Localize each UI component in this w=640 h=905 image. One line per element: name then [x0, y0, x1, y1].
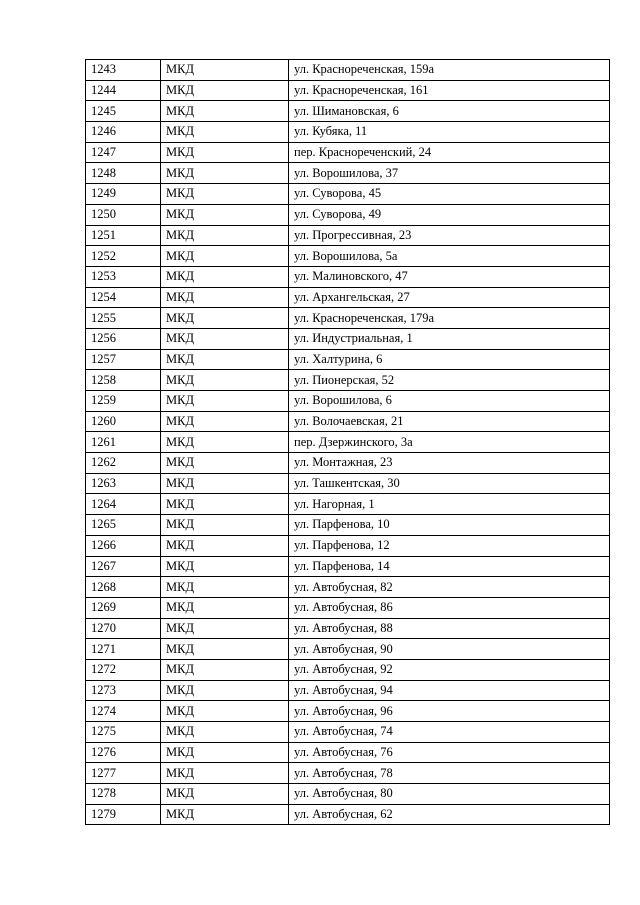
- address-cell: ул. Краснореченская, 179а: [289, 308, 610, 329]
- building-type-cell: МКД: [161, 370, 289, 391]
- row-number-cell: 1259: [86, 391, 161, 412]
- row-number-cell: 1254: [86, 287, 161, 308]
- building-type-cell: МКД: [161, 184, 289, 205]
- address-cell: ул. Парфенова, 14: [289, 556, 610, 577]
- building-type-cell: МКД: [161, 659, 289, 680]
- table-row: [86, 639, 610, 660]
- address-cell: ул. Автобусная, 86: [289, 597, 610, 618]
- building-type-cell: МКД: [161, 597, 289, 618]
- address-cell: ул. Краснореченская, 161: [289, 80, 610, 101]
- table-row: [86, 80, 610, 101]
- row-number-cell: 1275: [86, 722, 161, 743]
- row-number-cell: 1273: [86, 680, 161, 701]
- address-cell: ул. Монтажная, 23: [289, 453, 610, 474]
- table-row: [86, 349, 610, 370]
- table-row: [86, 535, 610, 556]
- row-number-cell: 1266: [86, 535, 161, 556]
- building-type-cell: МКД: [161, 742, 289, 763]
- address-cell: ул. Автобусная, 78: [289, 763, 610, 784]
- building-type-cell: МКД: [161, 535, 289, 556]
- building-type-cell: МКД: [161, 328, 289, 349]
- table-row: [86, 804, 610, 825]
- row-number-cell: 1258: [86, 370, 161, 391]
- row-number-cell: 1261: [86, 432, 161, 453]
- table-row: [86, 60, 610, 81]
- address-cell: ул. Ворошилова, 37: [289, 163, 610, 184]
- building-type-cell: МКД: [161, 639, 289, 660]
- address-cell: ул. Автобусная, 88: [289, 618, 610, 639]
- building-type-cell: МКД: [161, 122, 289, 143]
- address-cell: ул. Ворошилова, 6: [289, 391, 610, 412]
- row-number-cell: 1260: [86, 411, 161, 432]
- table-row: [86, 742, 610, 763]
- table-row: [86, 308, 610, 329]
- address-cell: ул. Пионерская, 52: [289, 370, 610, 391]
- address-cell: ул. Ворошилова, 5а: [289, 246, 610, 267]
- building-type-cell: МКД: [161, 556, 289, 577]
- row-number-cell: 1243: [86, 60, 161, 81]
- table-row: [86, 101, 610, 122]
- row-number-cell: 1251: [86, 225, 161, 246]
- building-type-cell: МКД: [161, 411, 289, 432]
- table-row: [86, 577, 610, 598]
- row-number-cell: 1270: [86, 618, 161, 639]
- row-number-cell: 1255: [86, 308, 161, 329]
- address-cell: ул. Суворова, 45: [289, 184, 610, 205]
- table-row: [86, 701, 610, 722]
- row-number-cell: 1257: [86, 349, 161, 370]
- building-type-cell: МКД: [161, 701, 289, 722]
- row-number-cell: 1248: [86, 163, 161, 184]
- address-cell: ул. Волочаевская, 21: [289, 411, 610, 432]
- address-registry-table: [85, 59, 610, 825]
- building-type-cell: МКД: [161, 804, 289, 825]
- row-number-cell: 1256: [86, 328, 161, 349]
- row-number-cell: 1278: [86, 784, 161, 805]
- table-row: [86, 370, 610, 391]
- building-type-cell: МКД: [161, 80, 289, 101]
- table-row: [86, 618, 610, 639]
- building-type-cell: МКД: [161, 163, 289, 184]
- table-row: [86, 784, 610, 805]
- address-cell: ул. Индустриальная, 1: [289, 328, 610, 349]
- row-number-cell: 1244: [86, 80, 161, 101]
- row-number-cell: 1249: [86, 184, 161, 205]
- address-cell: ул. Кубяка, 11: [289, 122, 610, 143]
- building-type-cell: МКД: [161, 391, 289, 412]
- row-number-cell: 1276: [86, 742, 161, 763]
- address-cell: пер. Дзержинского, 3а: [289, 432, 610, 453]
- table-row: [86, 432, 610, 453]
- address-cell: ул. Прогрессивная, 23: [289, 225, 610, 246]
- building-type-cell: МКД: [161, 432, 289, 453]
- building-type-cell: МКД: [161, 453, 289, 474]
- table-row: [86, 163, 610, 184]
- row-number-cell: 1274: [86, 701, 161, 722]
- table-row: [86, 225, 610, 246]
- address-cell: ул. Суворова, 49: [289, 204, 610, 225]
- building-type-cell: МКД: [161, 308, 289, 329]
- building-type-cell: МКД: [161, 680, 289, 701]
- table-row: [86, 204, 610, 225]
- address-cell: ул. Малиновского, 47: [289, 266, 610, 287]
- row-number-cell: 1245: [86, 101, 161, 122]
- address-cell: ул. Автобусная, 80: [289, 784, 610, 805]
- address-cell: ул. Автобусная, 76: [289, 742, 610, 763]
- table-row: [86, 142, 610, 163]
- row-number-cell: 1265: [86, 515, 161, 536]
- row-number-cell: 1264: [86, 494, 161, 515]
- row-number-cell: 1253: [86, 266, 161, 287]
- row-number-cell: 1250: [86, 204, 161, 225]
- row-number-cell: 1272: [86, 659, 161, 680]
- address-cell: ул. Краснореченская, 159а: [289, 60, 610, 81]
- table-row: [86, 453, 610, 474]
- building-type-cell: МКД: [161, 784, 289, 805]
- row-number-cell: 1247: [86, 142, 161, 163]
- table-row: [86, 494, 610, 515]
- row-number-cell: 1246: [86, 122, 161, 143]
- table-row: [86, 246, 610, 267]
- building-type-cell: МКД: [161, 225, 289, 246]
- building-type-cell: МКД: [161, 577, 289, 598]
- building-type-cell: МКД: [161, 246, 289, 267]
- table-row: [86, 287, 610, 308]
- table-row: [86, 122, 610, 143]
- address-cell: ул. Автобусная, 82: [289, 577, 610, 598]
- row-number-cell: 1268: [86, 577, 161, 598]
- building-type-cell: МКД: [161, 204, 289, 225]
- table-row: [86, 266, 610, 287]
- address-cell: ул. Нагорная, 1: [289, 494, 610, 515]
- row-number-cell: 1267: [86, 556, 161, 577]
- address-cell: ул. Шимановская, 6: [289, 101, 610, 122]
- building-type-cell: МКД: [161, 266, 289, 287]
- address-cell: ул. Парфенова, 10: [289, 515, 610, 536]
- address-cell: ул. Парфенова, 12: [289, 535, 610, 556]
- table-row: [86, 722, 610, 743]
- row-number-cell: 1252: [86, 246, 161, 267]
- row-number-cell: 1263: [86, 473, 161, 494]
- address-cell: ул. Автобусная, 94: [289, 680, 610, 701]
- building-type-cell: МКД: [161, 287, 289, 308]
- table-row: [86, 659, 610, 680]
- building-type-cell: МКД: [161, 473, 289, 494]
- address-cell: ул. Автобусная, 90: [289, 639, 610, 660]
- building-type-cell: МКД: [161, 142, 289, 163]
- row-number-cell: 1279: [86, 804, 161, 825]
- table-row: [86, 184, 610, 205]
- registry-table-body: [86, 60, 610, 825]
- address-cell: ул. Автобусная, 62: [289, 804, 610, 825]
- table-row: [86, 763, 610, 784]
- building-type-cell: МКД: [161, 618, 289, 639]
- row-number-cell: 1262: [86, 453, 161, 474]
- building-type-cell: МКД: [161, 60, 289, 81]
- table-row: [86, 556, 610, 577]
- row-number-cell: 1277: [86, 763, 161, 784]
- building-type-cell: МКД: [161, 763, 289, 784]
- row-number-cell: 1271: [86, 639, 161, 660]
- row-number-cell: 1269: [86, 597, 161, 618]
- table-row: [86, 391, 610, 412]
- address-cell: пер. Краснореченский, 24: [289, 142, 610, 163]
- address-cell: ул. Архангельская, 27: [289, 287, 610, 308]
- address-cell: ул. Автобусная, 96: [289, 701, 610, 722]
- table-row: [86, 473, 610, 494]
- address-cell: ул. Автобусная, 92: [289, 659, 610, 680]
- building-type-cell: МКД: [161, 101, 289, 122]
- address-cell: ул. Халтурина, 6: [289, 349, 610, 370]
- address-cell: ул. Автобусная, 74: [289, 722, 610, 743]
- building-type-cell: МКД: [161, 494, 289, 515]
- table-row: [86, 515, 610, 536]
- table-row: [86, 680, 610, 701]
- building-type-cell: МКД: [161, 722, 289, 743]
- table-row: [86, 597, 610, 618]
- building-type-cell: МКД: [161, 349, 289, 370]
- table-row: [86, 328, 610, 349]
- table-row: [86, 411, 610, 432]
- address-cell: ул. Ташкентская, 30: [289, 473, 610, 494]
- building-type-cell: МКД: [161, 515, 289, 536]
